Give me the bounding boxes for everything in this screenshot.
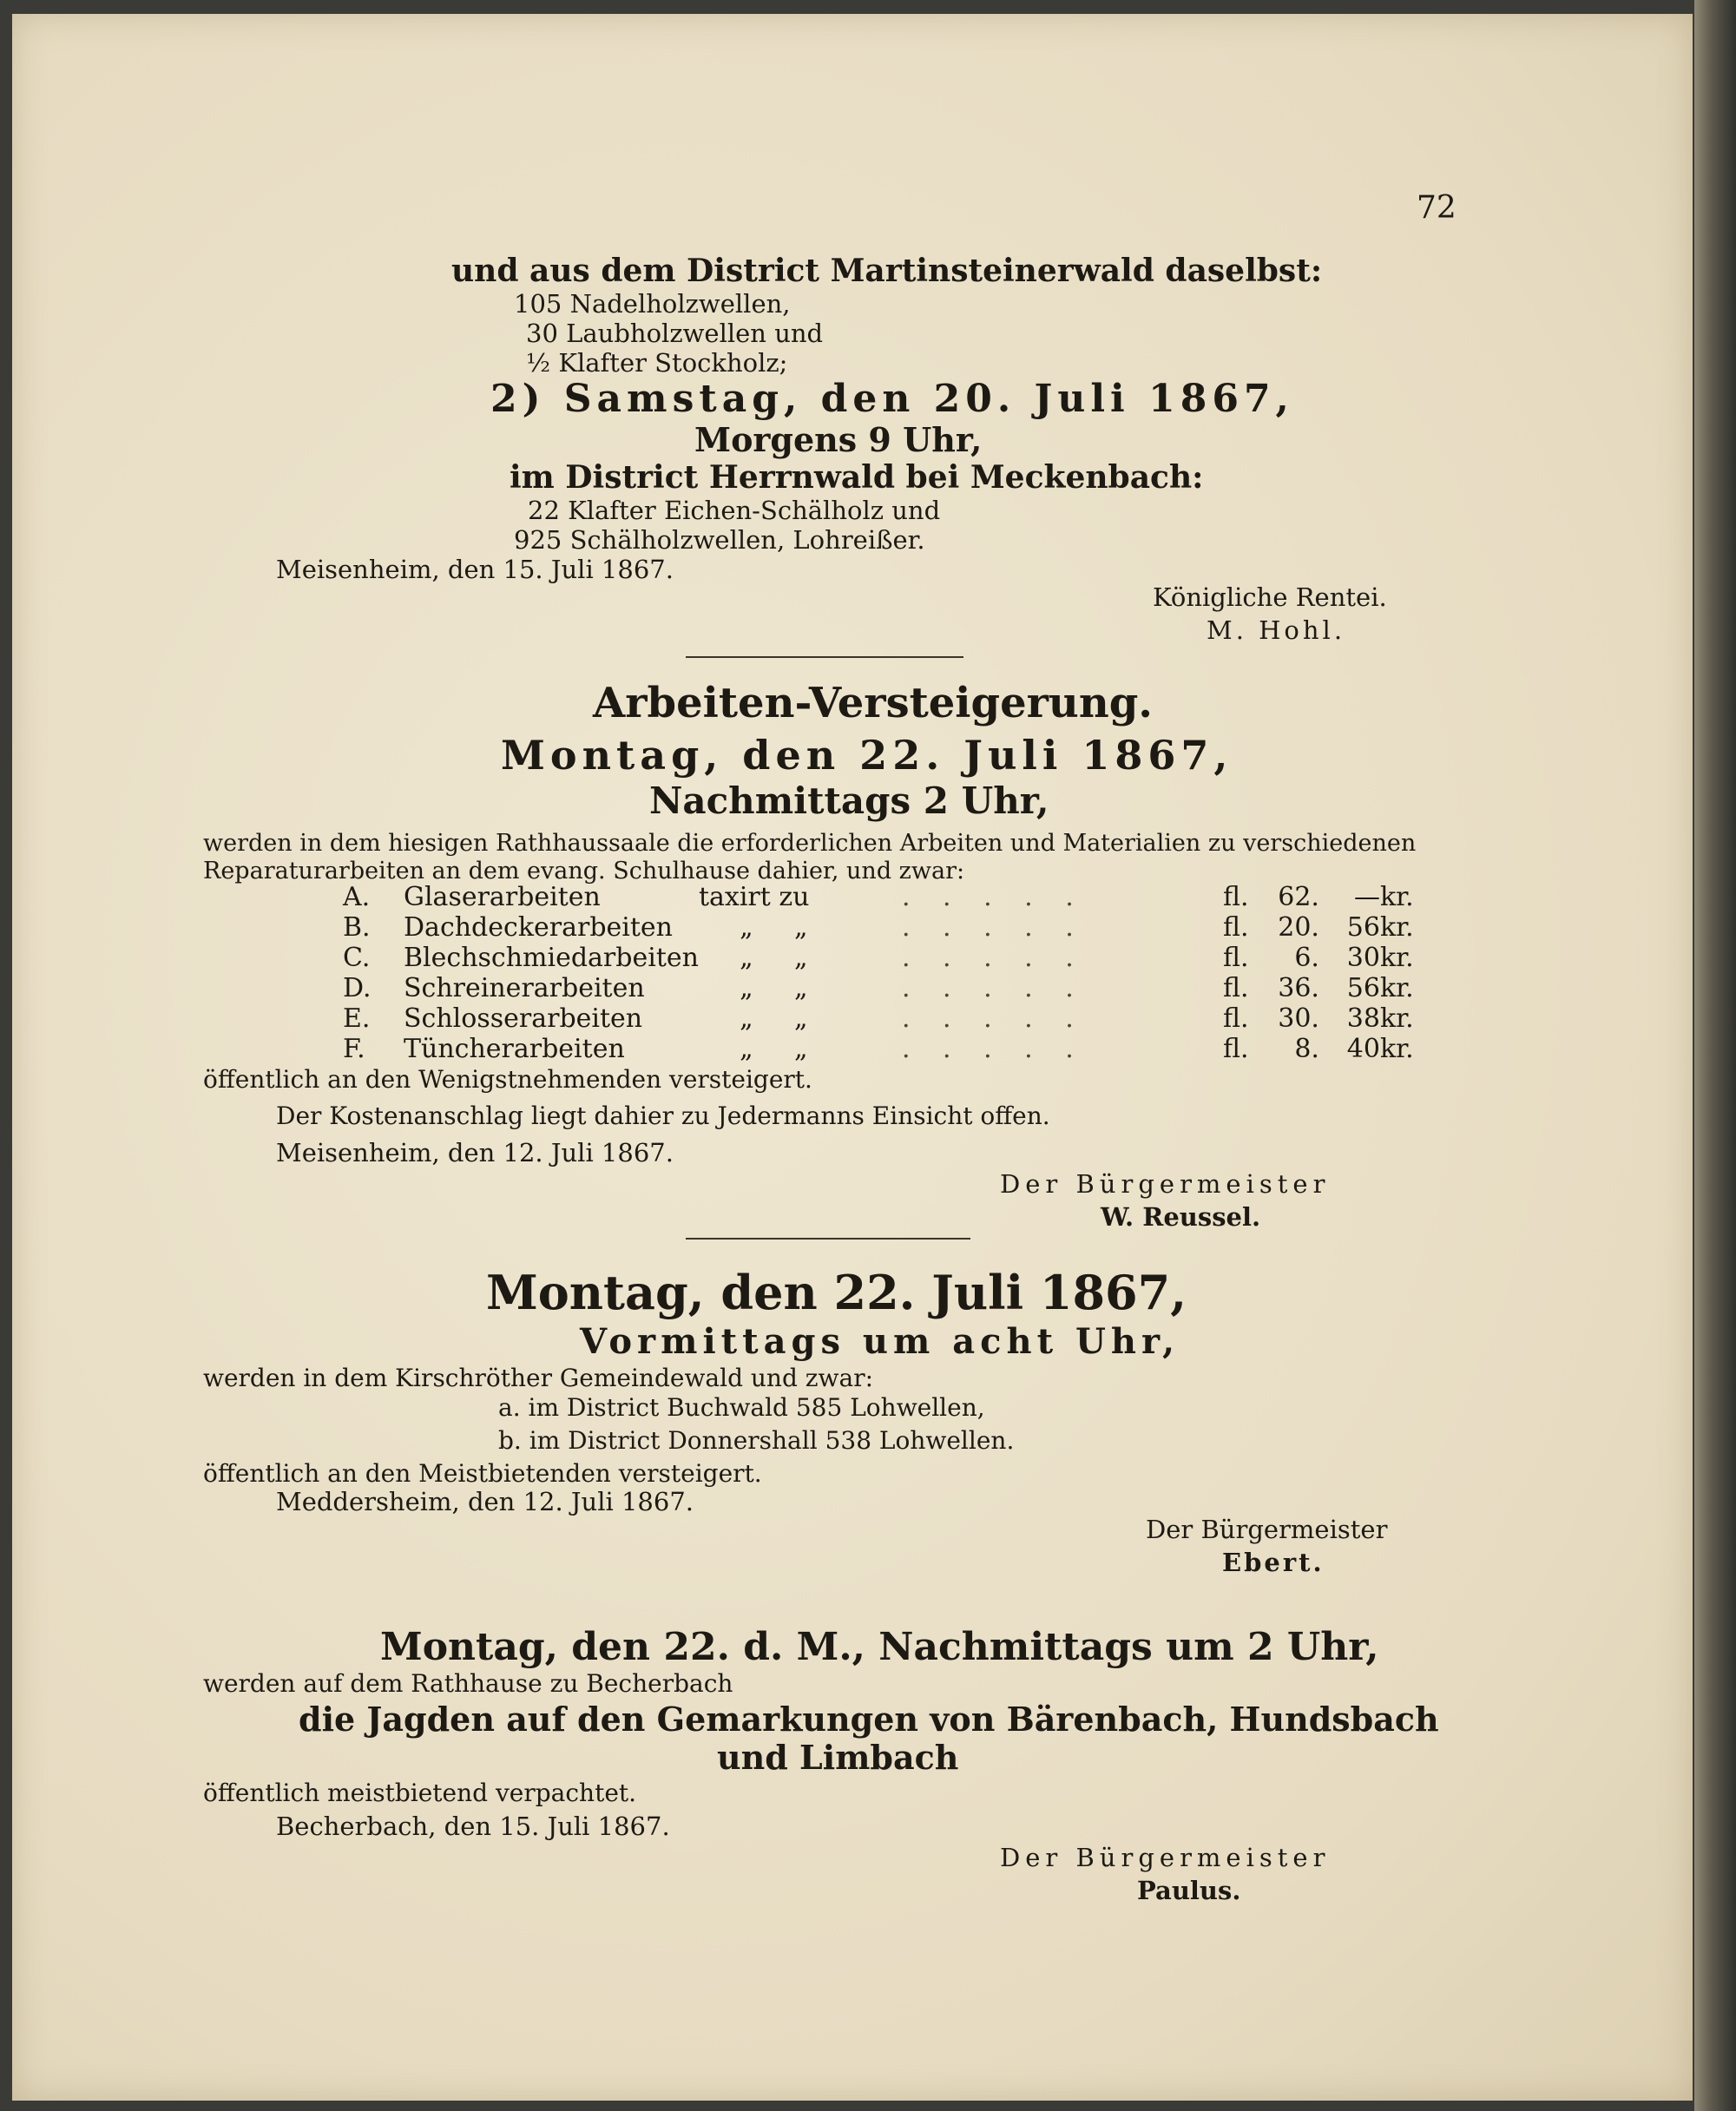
ditto-mark: „ xyxy=(793,1034,808,1064)
amount-fl: 62. xyxy=(1278,882,1319,912)
notice-text: werden in dem Kirschröther Gemeindewald und zwar: xyxy=(203,1364,874,1392)
amount-kr: 30 xyxy=(1346,943,1380,973)
list-item: b. im District Donnershall 538 Lohwellen. xyxy=(498,1426,1015,1455)
amount-kr: 38 xyxy=(1346,1003,1380,1034)
amount-fl: 36. xyxy=(1278,973,1319,1003)
leader-dots: . . . . . xyxy=(901,1003,1086,1034)
table-row xyxy=(343,943,1415,973)
hunting-grounds: die Jagden auf den Gemarkungen von Bärenbach, Hundsbach xyxy=(299,1700,1439,1739)
amount-kr: 56 xyxy=(1346,912,1380,943)
ditto-mark: „ xyxy=(740,943,753,973)
auction-date: Montag, den 22. d. M., Nachmittags um 2 Uhr, xyxy=(380,1625,1379,1669)
signature: M. Hohl. xyxy=(1207,615,1346,645)
ditto-mark: „ xyxy=(793,943,808,973)
divider xyxy=(686,656,963,658)
wood-item: 30 Laubholzwellen und xyxy=(526,319,824,348)
currency-fl: fl. xyxy=(1222,1003,1249,1034)
ditto-mark: „ xyxy=(740,912,753,943)
page-edge xyxy=(1694,0,1736,2111)
tax-label: taxirt zu xyxy=(698,882,810,912)
amount-fl: 20. xyxy=(1278,912,1319,943)
row-letter: E. xyxy=(343,1003,371,1034)
currency-kr: kr. xyxy=(1379,943,1414,973)
job-name: Dachdeckerarbeiten xyxy=(404,912,674,943)
auction-time: Nachmittags 2 Uhr, xyxy=(649,779,1049,822)
leader-dots: . . . . . xyxy=(901,943,1086,973)
ditto-mark: „ xyxy=(793,1003,808,1034)
ditto-mark: „ xyxy=(793,973,808,1003)
place-date: Meisenheim, den 12. Juli 1867. xyxy=(276,1138,674,1167)
table-row xyxy=(343,912,1415,943)
job-name: Tüncherarbeiten xyxy=(404,1034,625,1064)
notice-text: öffentlich an den Meistbietenden versteigert. xyxy=(203,1459,762,1488)
table-row xyxy=(343,973,1415,1003)
ditto-mark: „ xyxy=(740,1034,753,1064)
auction-time: Morgens 9 Uhr, xyxy=(694,420,983,459)
notice-title: Arbeiten-Versteigerung. xyxy=(593,679,1153,727)
office-name: Der Bürgermeister xyxy=(1000,1169,1331,1199)
work-items-table xyxy=(343,882,1415,1064)
amount-kr: 56 xyxy=(1346,973,1380,1003)
notice-text: Reparaturarbeiten an dem evang. Schulhause dahier, und zwar: xyxy=(203,858,965,885)
job-name: Glaserarbeiten xyxy=(404,882,601,912)
currency-kr: kr. xyxy=(1379,912,1414,943)
ditto-mark: „ xyxy=(793,912,808,943)
office-name: Der Bürgermeister xyxy=(1146,1515,1388,1544)
district-heading: und aus dem District Martinsteinerwald daselbst: xyxy=(451,253,1323,289)
currency-kr: kr. xyxy=(1379,1003,1414,1034)
currency-fl: fl. xyxy=(1222,912,1249,943)
hunting-grounds: und Limbach xyxy=(717,1738,959,1777)
currency-kr: kr. xyxy=(1379,973,1414,1003)
row-letter: C. xyxy=(343,943,371,973)
row-letter: A. xyxy=(343,882,371,912)
signature: Paulus. xyxy=(1137,1876,1241,1905)
amount-kr: — xyxy=(1353,882,1380,912)
page-number: 72 xyxy=(1417,190,1457,226)
wood-item: 22 Klafter Eichen-Schälholz und xyxy=(528,496,941,525)
amount-fl: 30. xyxy=(1278,1003,1319,1034)
auction-date: Montag, den 22. Juli 1867, xyxy=(501,732,1233,779)
office-name: Königliche Rentei. xyxy=(1153,582,1387,612)
notice-text: öffentlich an den Wenigstnehmenden versteigert. xyxy=(203,1065,812,1094)
signature: W. Reussel. xyxy=(1101,1202,1261,1232)
place-date: Meddersheim, den 12. Juli 1867. xyxy=(276,1487,694,1516)
currency-fl: fl. xyxy=(1222,1034,1249,1064)
notice-text: Der Kostenanschlag liegt dahier zu Jedermanns Einsicht offen. xyxy=(276,1102,1050,1130)
notice-text: werden in dem hiesigen Rathhaussaale die erforderlichen Arbeiten und Materialien zu verschiedenen xyxy=(203,830,1417,857)
currency-kr: kr. xyxy=(1379,882,1414,912)
auction-date: 2) Samstag, den 20. Juli 1867, xyxy=(490,377,1294,421)
wood-item: 105 Nadelholzwellen, xyxy=(514,289,791,319)
leader-dots: . . . . . xyxy=(901,882,1086,912)
job-name: Schlosserarbeiten xyxy=(404,1003,643,1034)
auction-time: Vormittags um acht Uhr, xyxy=(580,1321,1180,1362)
divider xyxy=(686,1238,970,1240)
row-letter: D. xyxy=(343,973,372,1003)
auction-date: Montag, den 22. Juli 1867, xyxy=(486,1265,1187,1320)
table-row xyxy=(343,882,1415,912)
currency-fl: fl. xyxy=(1222,973,1249,1003)
ditto-mark: „ xyxy=(740,973,753,1003)
amount-fl: 6. xyxy=(1294,943,1319,973)
amount-fl: 8. xyxy=(1294,1034,1319,1064)
place-date: Becherbach, den 15. Juli 1867. xyxy=(276,1812,670,1841)
office-name: Der Bürgermeister xyxy=(1000,1843,1331,1872)
ditto-mark: „ xyxy=(740,1003,753,1034)
job-name: Schreinerarbeiten xyxy=(404,973,645,1003)
currency-fl: fl. xyxy=(1222,882,1249,912)
row-letter: B. xyxy=(343,912,371,943)
row-letter: F. xyxy=(343,1034,365,1064)
district-heading: im District Herrnwald bei Meckenbach: xyxy=(510,459,1204,496)
notice-text: öffentlich meistbietend verpachtet. xyxy=(203,1779,637,1807)
leader-dots: . . . . . xyxy=(901,973,1086,1003)
leader-dots: . . . . . xyxy=(901,912,1086,943)
leader-dots: . . . . . xyxy=(901,1034,1086,1064)
signature: Ebert. xyxy=(1222,1548,1325,1577)
amount-kr: 40 xyxy=(1346,1034,1380,1064)
wood-item: ½ Klafter Stockholz; xyxy=(526,348,788,378)
table-row xyxy=(343,1034,1415,1064)
currency-kr: kr. xyxy=(1379,1034,1414,1064)
table-row xyxy=(343,1003,1415,1034)
wood-item: 925 Schälholzwellen, Lohreißer. xyxy=(514,525,925,555)
job-name: Blechschmiedarbeiten xyxy=(404,943,699,973)
list-item: a. im District Buchwald 585 Lohwellen, xyxy=(498,1393,985,1422)
place-date: Meisenheim, den 15. Juli 1867. xyxy=(276,555,674,584)
currency-fl: fl. xyxy=(1222,943,1249,973)
notice-text: werden auf dem Rathhause zu Becherbach xyxy=(203,1669,733,1698)
